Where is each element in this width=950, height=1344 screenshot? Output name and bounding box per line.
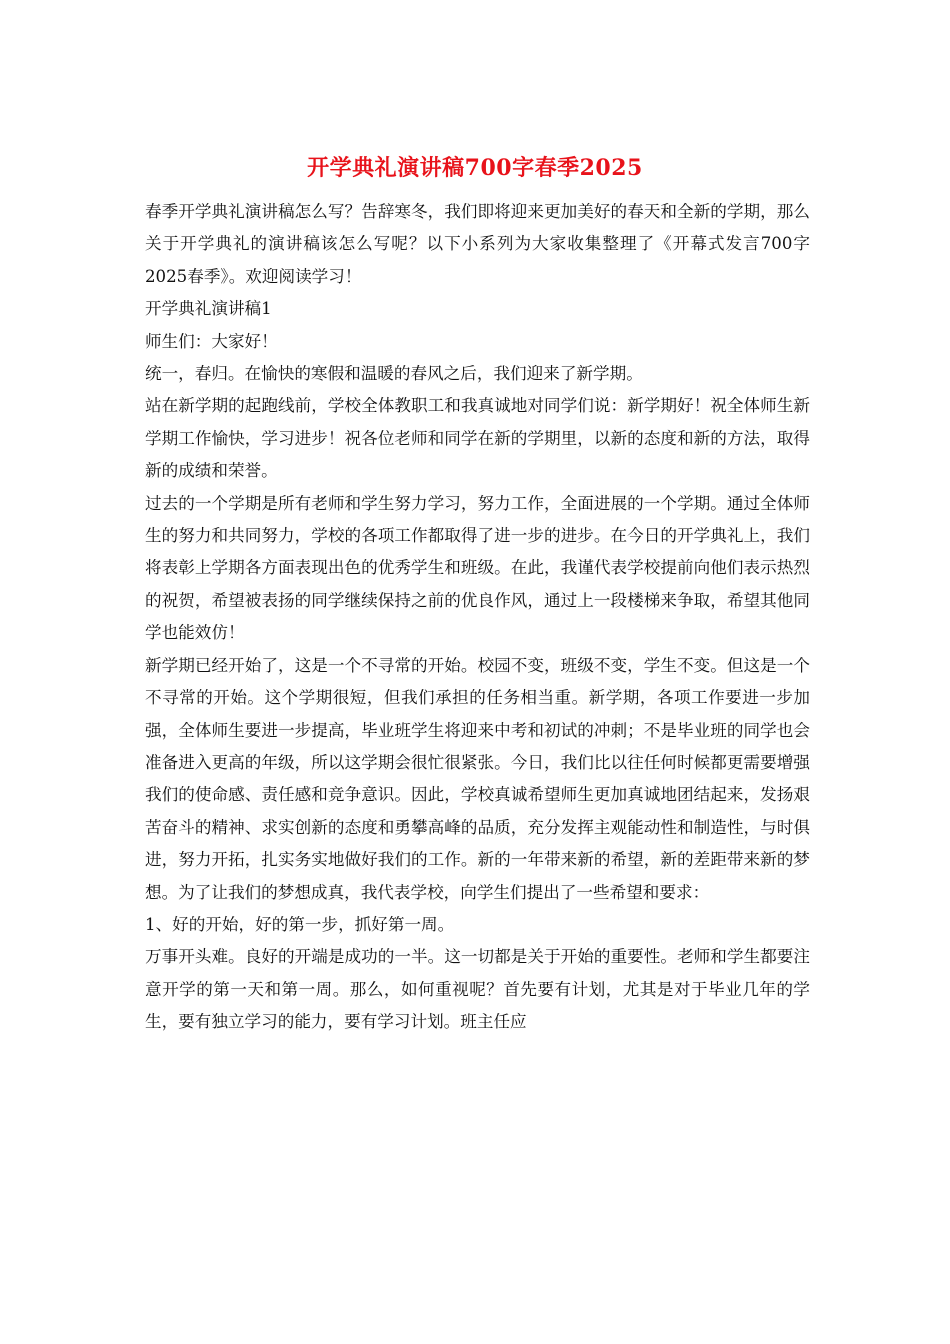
intro-paragraph: 春季开学典礼演讲稿怎么写？告辞寒冬，我们即将迎来更加美好的春天和全新的学期，那么关于开学典礼的演讲稿该怎么写呢？以下小系列为大家收集整理了《开幕式发言700字2025春季》。欢迎阅读学习！ (145, 202, 810, 286)
document-body (145, 196, 810, 1039)
body-paragraph: 过去的一个学期是所有老师和学生努力学习，努力工作，全面进展的一个学期。通过全体师生的努力和共同努力，学校的各项工作都取得了进一步的进步。在今日的开学典礼上，我们将表彰上学期各方面表现出色的优秀学生和班级。在此，我谨代表学校提前向他们表示热烈的祝贺，希望被表扬的同学继续保持之前的优良作风，通过上一段楼梯来争取，希望其他同学也能效仿！ (145, 493, 810, 643)
section-heading: 开学典礼演讲稿1 (145, 299, 272, 319)
body-paragraph: 万事开头难。良好的开端是成功的一半。这一切都是关于开始的重要性。老师和学生都要注意开学的第一天和第一周。那么，如何重视呢？首先要有计划，尤其是对于毕业几年的学生，要有独立学习的能力，要有学习计划。班主任应 (145, 947, 810, 1032)
list-item-heading: 1、好的开始，好的第一步，抓好第一周。 (145, 914, 455, 934)
body-paragraph: 新学期已经开始了，这是一个不寻常的开始。校园不变，班级不变，学生不变。但这是一个不寻常的开始。这个学期很短，但我们承担的任务相当重。新学期，各项工作要进一步加强，全体师生要进一步提高，毕业班学生将迎来中考和初试的冲刺；不是毕业班的同学也会准备进入更高的年级，所以这学期会很忙很紧张。今日，我们比以往任何时候都更需要增强我们的使命感、责任感和竞争意识。因此，学校真诚希望师生更加真诚地团结起来，发扬艰苦奋斗的精神、求实创新的态度和勇攀高峰的品质，充分发挥主观能动性和制造性，与时俱进，努力开拓，扎实务实地做好我们的工作。新的一年带来新的希望，新的差距带来新的梦想。为了让我们的梦想成真，我代表学校，向学生们提出了一些希望和要求： (145, 655, 810, 902)
salutation-paragraph: 师生们：大家好！ (145, 331, 278, 351)
body-paragraph: 统一，春归。在愉快的寒假和温暖的春风之后，我们迎来了新学期。 (145, 364, 643, 384)
document-title: 开学典礼演讲稿700字春季2025 (307, 155, 643, 181)
body-paragraph: 站在新学期的起跑线前，学校全体教职工和我真诚地对同学们说：新学期好！祝全体师生新学期工作愉快，学习进步！祝各位老师和同学在新的学期里，以新的态度和新的方法，取得新的成绩和荣誉。 (145, 396, 810, 481)
